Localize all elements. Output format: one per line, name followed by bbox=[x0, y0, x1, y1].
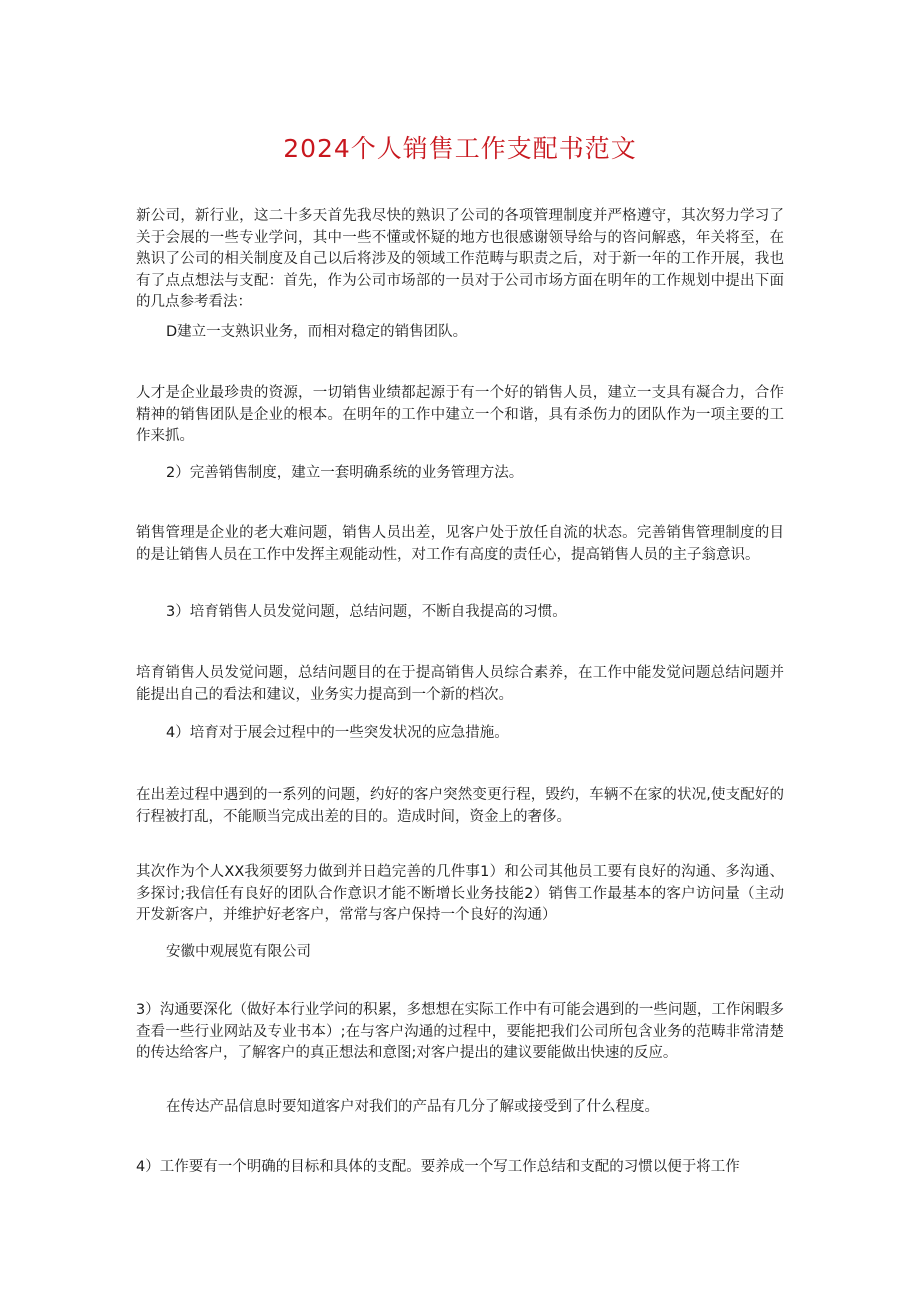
paragraph-communication: 3）沟通要深化（做好本行业学问的积累，多想想在实际工作中有可能会遇到的一些问题，工作闲暇多查看一些行业网站及专业书本）;在与客户沟通的过程中，要能把我们公司所包含业务的范畴非常清楚的传达给客户，了解客户的真正想法和意图;对客户提出的建议要能做出快速的反应。 bbox=[136, 1002, 784, 1061]
page-title: 2024个人销售工作支配书范文 bbox=[283, 134, 637, 163]
paragraph-team: 人才是企业最珍贵的资源，一切销售业绩都起源于有一个好的销售人员，建立一支具有凝合力，合作精神的销售团队是企业的根本。在明年的工作中建立一个和谐，具有杀伤力的团队作为一项主要的工作来抓。 bbox=[136, 385, 784, 444]
paragraph-product-info: 在传达产品信息时要知道客户对我们的产品有几分了解或接受到了什么程度。 bbox=[166, 1099, 659, 1115]
list-item-2-heading: 2）完善销售制度，建立一套明确系统的业务管理方法。 bbox=[166, 465, 524, 481]
paragraph-management: 销售管理是企业的老大难问题，销售人员出差，见客户处于放任自流的状态。完善销售管理制度的目的是让销售人员在工作中发挥主观能动性，对工作有高度的责任心，提高销售人员的主子翁意识。 bbox=[136, 525, 784, 563]
paragraph-goals: 4）工作要有一个明确的目标和具体的支配。要养成一个写工作总结和支配的习惯以便于将工作 bbox=[136, 1159, 740, 1175]
paragraph-personal: 其次作为个人XX我须要努力做到并日趋完善的几件事1）和公司其他员工要有良好的沟通、多沟通、多探讨;我信任有良好的团队合作意识才能不断增长业务技能2）销售工作最基本的客户访问量（主动开发新客户，并维护好老客户，常常与客户保持一个良好的沟通） bbox=[136, 864, 784, 923]
paragraph-intro: 新公司，新行业，这二十多天首先我尽快的熟识了公司的各项管理制度并严格遵守，其次努力学习了关于会展的一些专业学问，其中一些不懂或怀疑的地方也很感谢领导给与的咨问解惑，年关将至，在熟识了公司的相关制度及自己以后将涉及的领域工作范畴与职责之后，对于新一年的工作开展，我也有了点点想法与支配：首先，作为公司市场部的一员对于公司市场方面在明年的工作规划中提出下面的几点参考看法： bbox=[136, 208, 784, 310]
paragraph-problems: 培育销售人员发觉问题，总结问题目的在于提高销售人员综合素养，在工作中能发觉问题总结问题并能提出自己的看法和建议，业务实力提高到一个新的档次。 bbox=[136, 665, 784, 703]
company-name: 安徽中观展览有限公司 bbox=[166, 944, 311, 960]
list-item-3-heading: 3）培育销售人员发觉问题，总结问题，不断自我提高的习惯。 bbox=[166, 604, 567, 620]
paragraph-travel: 在出差过程中遇到的一系列的问题，约好的客户突然变更行程，毁约，车辆不在家的状况,使支配好的行程被打乱，不能顺当完成出差的目的。造成时间，资金上的奢侈。 bbox=[136, 787, 784, 825]
list-item-4-heading: 4）培育对于展会过程中的一些突发状况的应急措施。 bbox=[166, 725, 509, 741]
list-item-1-heading: D建立一支熟识业务，而相对稳定的销售团队。 bbox=[166, 324, 468, 340]
